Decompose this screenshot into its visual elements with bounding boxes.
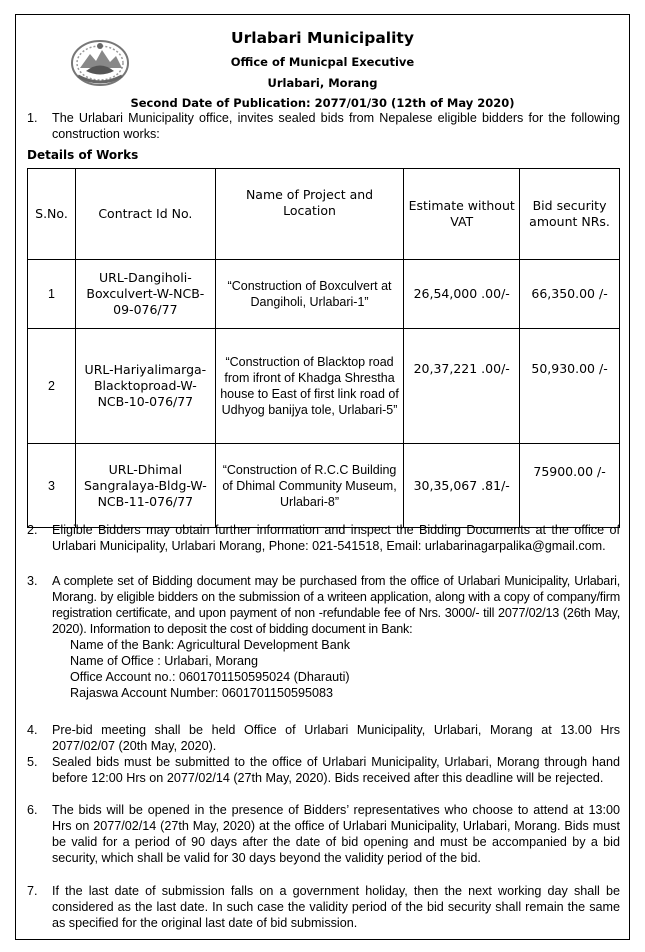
header-contract-id: Contract Id No. bbox=[75, 169, 215, 260]
works-table bbox=[27, 168, 620, 528]
table-header-row bbox=[28, 169, 620, 260]
clause-3 bbox=[27, 573, 620, 701]
clause-text: Eligible Bidders may obtain further information and inspect the Bidding Documents at the office of Urlabari Municipality, Urlabari Morang, Phone: 021-541518, Email: urlabarinagarpalika@gmail.com. bbox=[52, 523, 620, 553]
clause-text: If the last date of submission falls on a government holiday, then the next working day shall be considered as the last date. In such case the validity period of the bid security shall remain the same as specified for the original last date of bid submission. bbox=[52, 884, 620, 930]
table-row bbox=[28, 260, 620, 329]
cell-contract-id: URL-Hariyalimarga-Blacktoproad-W-NCB-10-076/77 bbox=[75, 329, 215, 444]
office-name: Office of Municpal Executive bbox=[230, 55, 415, 69]
header-estimate: Estimate without VAT bbox=[404, 169, 520, 260]
cell-project-name: “Construction of R.C.C Building of Dhimal Community Museum, Urlabari-8” bbox=[215, 444, 404, 528]
cell-contract-id: URL-Dhimal Sangralaya-Bldg-W-NCB-11-076/77 bbox=[75, 444, 215, 528]
clause-number: 6. bbox=[27, 803, 38, 817]
bank-office-name: Name of Office : Urlabari, Morang bbox=[70, 654, 259, 668]
cell-estimate: 26,54,000 .00/- bbox=[404, 260, 520, 329]
municipality-title: Urlabari Municipality bbox=[231, 29, 414, 47]
cell-sno: 3 bbox=[28, 444, 76, 528]
cell-estimate: 30,35,067 .81/- bbox=[404, 444, 520, 528]
office-address: Urlabari, Morang bbox=[267, 76, 378, 90]
details-heading: Details of Works bbox=[27, 148, 139, 162]
cell-sno: 1 bbox=[28, 260, 76, 329]
cell-bid-security: 50,930.00 /- bbox=[520, 329, 620, 444]
header-project-name: Name of Project and Location bbox=[215, 169, 404, 260]
clause-5 bbox=[27, 754, 620, 786]
clause-number: 2. bbox=[27, 523, 38, 537]
cell-estimate: 20,37,221 .00/- bbox=[404, 329, 520, 444]
clause-text: The bids will be opened in the presence of Bidders’ representatives who choose to attend at 13:00 Hrs on 2077/02/14 (27th May, 2020) at the office of Urlabari Municipality, Urlabari, Morang. Bids must be valid for a period of 90 days after the date of bid opening and must be accompanied by a bid security, which shall be valid for 30 days beyond the validity period of the bid. bbox=[52, 803, 620, 865]
clause-4 bbox=[27, 722, 620, 754]
cell-bid-security: 66,350.00 /- bbox=[520, 260, 620, 329]
clause-number: 7. bbox=[27, 884, 38, 898]
table-row bbox=[28, 444, 620, 528]
clause-text: Sealed bids must be submitted to the office of Urlabari Municipality, Urlabari, Morang through hand before 12:00 Hrs on 2077/02/14 (27th May, 2020). Bids received after this deadline will be rejected. bbox=[52, 755, 620, 785]
header-sno: S.No. bbox=[28, 169, 76, 260]
clause-number: 3. bbox=[27, 574, 38, 588]
header-bid-security: Bid security amount NRs. bbox=[520, 169, 620, 260]
clause-7 bbox=[27, 883, 620, 931]
table-row bbox=[28, 329, 620, 444]
cell-project-name: “Construction of Boxculvert at Dangiholi, Urlabari-1” bbox=[215, 260, 404, 329]
clause-number: 1. bbox=[27, 111, 38, 125]
bank-office-account: Office Account no.: 0601701150595024 (Dharauti) bbox=[70, 670, 350, 684]
cell-contract-id: URL-Dangiholi-Boxculvert-W-NCB-09-076/77 bbox=[75, 260, 215, 329]
bank-name: Name of the Bank: Agricultural Development Bank bbox=[70, 638, 351, 652]
publication-date: Second Date of Publication: 2077/01/30 (12th of May 2020) bbox=[130, 96, 515, 110]
clause-text: A complete set of Bidding document may be purchased from the office of Urlabari Municipality, Urlabari, Morang. by eligible bidders on the submission of a writeen application, along with a copy of company/firm registration certificate, and upon payment of non -refundable fee of Nrs. 3000/- till 2077/02/13 (26th May, 2020). Information to deposit the cost of bidding document in Bank: bbox=[52, 574, 620, 636]
cell-project-name: “Construction of Blacktop road from ifront of Khadga Shrestha house to East of first link road of Udhyog banijya tole, Urlabari-5” bbox=[215, 329, 404, 444]
clause-number: 4. bbox=[27, 723, 38, 737]
clause-1 bbox=[27, 110, 620, 142]
bank-rajaswa-account: Rajaswa Account Number: 0601701150595083 bbox=[70, 686, 334, 700]
clause-2 bbox=[27, 522, 620, 554]
clause-text: The Urlabari Municipality office, invites sealed bids from Nepalese eligible bidders for the following construction works: bbox=[52, 111, 620, 141]
clause-number: 5. bbox=[27, 755, 38, 769]
cell-sno: 2 bbox=[28, 329, 76, 444]
clause-6 bbox=[27, 802, 620, 866]
cell-bid-security: 75900.00 /- bbox=[520, 444, 620, 528]
clause-text: Pre-bid meeting shall be held Office of Urlabari Municipality, Urlabari, Morang at 13.00 Hrs 2077/02/07 (20th May, 2020). bbox=[52, 723, 620, 753]
